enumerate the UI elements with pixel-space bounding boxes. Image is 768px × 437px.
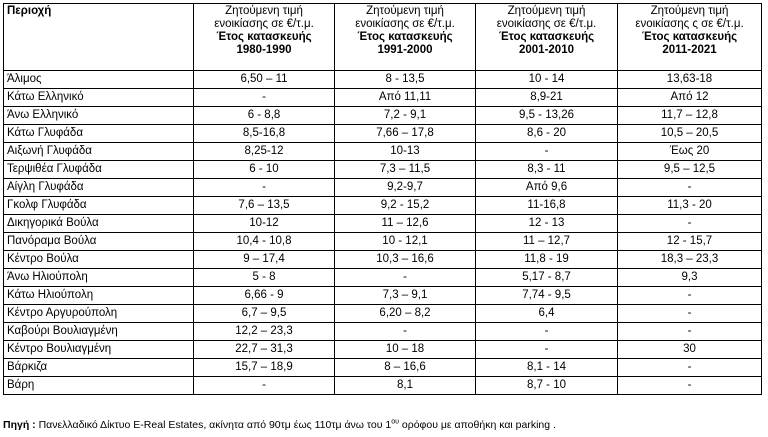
price-cell: 8,1 - 14	[476, 359, 618, 377]
price-cell: 9,2-9,7	[335, 179, 476, 197]
region-name: Βάρκιζα	[4, 359, 194, 377]
header-line: Ζητούμενη τιμή	[225, 5, 303, 17]
price-cell: 13,63-18	[618, 71, 762, 89]
header-period-4	[618, 4, 762, 71]
table-body	[4, 71, 762, 395]
price-cell: 10-12	[194, 215, 335, 233]
price-cell: 5,17 - 8,7	[476, 269, 618, 287]
header-line: 2011-2021	[662, 44, 717, 56]
header-row	[4, 4, 762, 71]
header-line: 2001-2010	[519, 44, 574, 56]
region-name: Κάτω Γλυφάδα	[4, 125, 194, 143]
region-name: Πανόραμα Βούλα	[4, 233, 194, 251]
header-line: ενοικίασης ς σε €/τ.μ.	[635, 18, 744, 30]
table-row	[4, 269, 762, 287]
source-superscript: ου	[391, 418, 399, 426]
price-cell: 8,7 - 10	[476, 377, 618, 395]
price-cell: -	[476, 341, 618, 359]
price-cell: 6 - 8,8	[194, 107, 335, 125]
region-name: Κάτω Ηλιούπολη	[4, 287, 194, 305]
table-row	[4, 377, 762, 395]
price-cell: 10 - 14	[476, 71, 618, 89]
table-row	[4, 107, 762, 125]
price-cell: -	[335, 269, 476, 287]
price-cell: 6 - 10	[194, 161, 335, 179]
price-cell: 8,9-21	[476, 89, 618, 107]
header-line: Έτος κατασκευής	[641, 31, 738, 43]
source-text-end: ορόφου με αποθήκη και parking .	[398, 419, 556, 431]
region-name: Καβούρι Βουλιαγμένη	[4, 323, 194, 341]
region-name: Άνω Ηλιούπολη	[4, 269, 194, 287]
header-period-1	[194, 4, 335, 71]
price-cell: 7,3 – 11,5	[335, 161, 476, 179]
price-cell: 7,3 – 9,1	[335, 287, 476, 305]
table-header	[4, 4, 762, 71]
region-name: Γκολφ Γλυφάδα	[4, 197, 194, 215]
header-line: 1980-1990	[236, 44, 292, 56]
region-name: Κέντρο Βουλιαγμένη	[4, 341, 194, 359]
table-row	[4, 233, 762, 251]
table-row	[4, 89, 762, 107]
price-cell: 10 - 12,1	[335, 233, 476, 251]
price-cell: 12 - 15,7	[618, 233, 762, 251]
price-cell: 6,20 – 8,2	[335, 305, 476, 323]
price-cell: -	[618, 359, 762, 377]
price-cell: 11 – 12,6	[335, 215, 476, 233]
header-line: Έτος κατασκευής	[357, 31, 453, 43]
price-cell: 6,7 – 9,5	[194, 305, 335, 323]
price-cell: 6,66 - 9	[194, 287, 335, 305]
price-cell: Έως 20	[618, 143, 762, 161]
region-name: Άνω Ελληνικό	[4, 107, 194, 125]
price-cell: -	[618, 179, 762, 197]
header-line: Ζητούμενη τιμή	[507, 5, 586, 17]
price-cell: 10-13	[335, 143, 476, 161]
table-row	[4, 359, 762, 377]
price-cell: -	[618, 305, 762, 323]
price-cell: 9,2 - 15,2	[335, 197, 476, 215]
price-cell: 5 - 8	[194, 269, 335, 287]
price-cell: 11,8 - 19	[476, 251, 618, 269]
price-cell: Από 12	[618, 89, 762, 107]
table-row	[4, 143, 762, 161]
header-line: ενοικίασης σε €/τ.μ.	[496, 18, 597, 30]
header-line: Ζητούμενη τιμή	[650, 5, 729, 17]
region-name: Κέντρο Βούλα	[4, 251, 194, 269]
price-cell: 11,3 - 20	[618, 197, 762, 215]
price-cell: 10,5 – 20,5	[618, 125, 762, 143]
table-row	[4, 71, 762, 89]
region-name: Άλιμος	[4, 71, 194, 89]
price-cell: 7,2 - 9,1	[335, 107, 476, 125]
price-cell: 10,4 - 10,8	[194, 233, 335, 251]
header-line: Ζητούμενη τιμή	[366, 5, 444, 17]
price-cell: 11-16,8	[476, 197, 618, 215]
table-row	[4, 179, 762, 197]
table-row	[4, 305, 762, 323]
price-cell: -	[194, 179, 335, 197]
price-cell: -	[618, 287, 762, 305]
price-cell: -	[618, 323, 762, 341]
region-name: Αιξωνή Γλυφάδα	[4, 143, 194, 161]
table-row	[4, 125, 762, 143]
header-region: Περιοχή	[4, 4, 194, 71]
table-row	[4, 341, 762, 359]
header-line: 1991-2000	[377, 44, 433, 56]
price-cell: -	[335, 323, 476, 341]
price-cell: 9,5 – 12,5	[618, 161, 762, 179]
price-cell: 7,6 – 13,5	[194, 197, 335, 215]
table-row	[4, 251, 762, 269]
price-cell: 7,66 – 17,8	[335, 125, 476, 143]
source-note	[3, 419, 556, 432]
price-cell: 12,2 – 23,3	[194, 323, 335, 341]
region-name: Τερψιθέα Γλυφάδα	[4, 161, 194, 179]
header-line: ενοικίασης σε €/τ.μ.	[214, 18, 314, 30]
price-cell: 22,7 – 31,3	[194, 341, 335, 359]
region-name: Κέντρο Αργυρούπολη	[4, 305, 194, 323]
table-row	[4, 287, 762, 305]
price-cell: 15,7 – 18,9	[194, 359, 335, 377]
price-cell: 8,25-12	[194, 143, 335, 161]
table-row	[4, 215, 762, 233]
price-cell: 10,3 – 16,6	[335, 251, 476, 269]
price-cell: 8,5-16,8	[194, 125, 335, 143]
header-line: Έτος κατασκευής	[216, 31, 312, 43]
price-cell: -	[476, 143, 618, 161]
rental-price-table	[3, 3, 762, 395]
price-cell: 11 – 12,7	[476, 233, 618, 251]
source-label: Πηγή :	[3, 419, 36, 431]
price-cell: 9,3	[618, 269, 762, 287]
price-cell: 12 - 13	[476, 215, 618, 233]
price-cell: 8,1	[335, 377, 476, 395]
price-cell: 8 - 13,5	[335, 71, 476, 89]
price-cell: 18,3 – 23,3	[618, 251, 762, 269]
source-text: Πανελλαδικό Δίκτυο E-Real Estates, ακίνητα από 90τμ έως 110τμ άνω του 1	[35, 419, 392, 431]
region-name: Κάτω Ελληνικό	[4, 89, 194, 107]
header-period-2	[335, 4, 476, 71]
region-name: Δικηγορικά Βούλα	[4, 215, 194, 233]
region-name: Αίγλη Γλυφάδα	[4, 179, 194, 197]
price-cell: -	[618, 377, 762, 395]
price-cell: 9,5 - 13,26	[476, 107, 618, 125]
price-cell: -	[618, 215, 762, 233]
header-period-3	[476, 4, 618, 71]
price-cell: Από 11,11	[335, 89, 476, 107]
price-cell: 6,4	[476, 305, 618, 323]
price-cell: 11,7 – 12,8	[618, 107, 762, 125]
region-name: Βάρη	[4, 377, 194, 395]
table-row	[4, 161, 762, 179]
price-cell: 8,6 - 20	[476, 125, 618, 143]
price-cell: 8,3 - 11	[476, 161, 618, 179]
price-cell: -	[194, 89, 335, 107]
price-cell: Από 9,6	[476, 179, 618, 197]
price-cell: -	[194, 377, 335, 395]
table-row	[4, 197, 762, 215]
price-cell: 30	[618, 341, 762, 359]
price-cell: -	[476, 323, 618, 341]
header-line: ενοικίασης σε €/τ.μ.	[355, 18, 455, 30]
table-row	[4, 323, 762, 341]
price-cell: 7,74 - 9,5	[476, 287, 618, 305]
price-cell: 8 – 16,6	[335, 359, 476, 377]
header-line: Έτος κατασκευής	[498, 31, 595, 43]
price-cell: 6,50 – 11	[194, 71, 335, 89]
price-cell: 10 – 18	[335, 341, 476, 359]
price-cell: 9 – 17,4	[194, 251, 335, 269]
